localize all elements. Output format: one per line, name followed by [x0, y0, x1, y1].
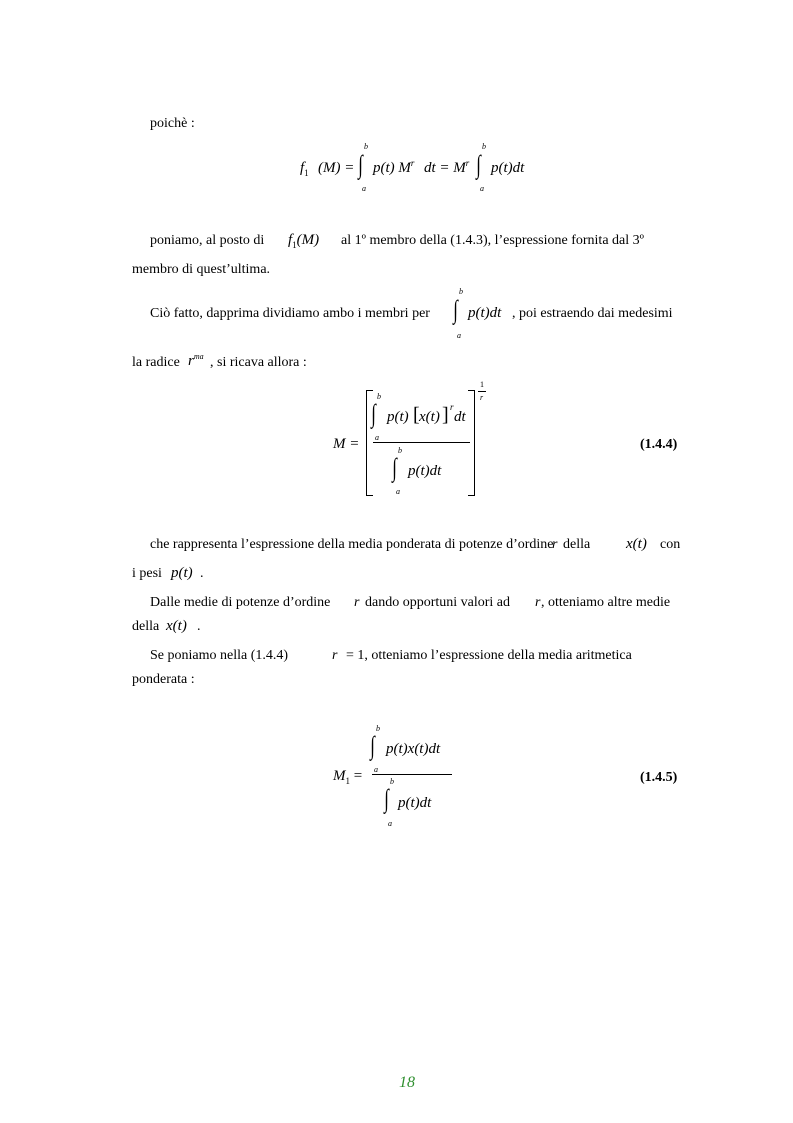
para3-pt: p(t) — [171, 565, 193, 581]
eq3-den: p(t)dt — [398, 795, 432, 811]
para3-line1-c: con — [660, 537, 681, 552]
eq3-lhs: $M_1$ = — [333, 768, 363, 786]
eq1-limit-upper-2: b — [482, 142, 486, 151]
eq2-den-upper: b — [398, 446, 402, 455]
para4-line1-c: , otteniamo altre medie — [541, 595, 671, 610]
eq2-exp-den: r — [480, 393, 484, 402]
eq1-lhs-f: $f_1$ — [300, 160, 309, 178]
integral-sign-icon: ∫ — [370, 731, 375, 760]
right-bracket — [468, 390, 475, 496]
eq2-num-upper: b — [377, 392, 381, 401]
right-square-bracket-icon: ] — [442, 404, 449, 426]
eq2-lhs: M = — [333, 436, 360, 452]
para2-line1-b: , poi estraendo dai medesimi — [512, 306, 673, 321]
para2-integrand: p(t)dt — [468, 305, 502, 321]
para2-limit-lower: a — [457, 331, 461, 340]
page-number: 18 — [399, 1074, 415, 1091]
para3-line1-b: della — [563, 537, 591, 552]
para4-xt: x(t) — [166, 618, 187, 634]
equation-label-1-4-5: (1.4.5) — [640, 770, 678, 785]
eq1-limit-lower-1: a — [362, 184, 366, 193]
para2-limit-upper: b — [459, 287, 463, 296]
para3-line1-a: che rappresenta l’espressione della media ponderata di potenze d’ordine — [150, 537, 554, 552]
equation-label-1-4-4: (1.4.4) — [640, 437, 678, 452]
left-square-bracket-icon: [ — [413, 404, 420, 426]
para1-line1-a: poniamo, al posto di — [150, 233, 265, 248]
eq1-lhs-arg: (M) = — [318, 160, 355, 176]
para4-r2: r — [535, 595, 541, 610]
para3-line2-b: . — [200, 566, 204, 581]
para5-line1-a: Se poniamo nella (1.4.4) — [150, 648, 289, 663]
para4-line2-b: . — [197, 619, 201, 634]
eq3-den-lower: a — [388, 819, 392, 828]
fraction-bar — [373, 442, 470, 443]
integral-sign-icon: ∫ — [384, 784, 389, 813]
para5-line1-b: = 1, otteniamo l’espressione della media aritmetica — [346, 648, 632, 663]
eq2-num-p: p(t) — [387, 409, 409, 425]
eq1-limit-upper-1: b — [364, 142, 368, 151]
para4-r1: r — [354, 595, 360, 610]
integral-sign-icon: ∫ — [358, 150, 363, 179]
eq2-exp-num: 1 — [480, 380, 484, 389]
eq1-dt-eq: dt = $M^r$ — [424, 158, 470, 176]
eq1-integrand-1: p(t) $M^r$ — [373, 158, 415, 176]
eq3-den-upper: b — [390, 777, 394, 786]
para5-line2: ponderata : — [132, 672, 195, 687]
eq2-num-x: x(t) — [419, 409, 440, 425]
integral-sign-icon: ∫ — [453, 295, 458, 324]
eq2-den: p(t)dt — [408, 463, 442, 479]
para1-line2: membro di quest’ultima. — [132, 262, 271, 277]
eq1-limit-lower-2: a — [480, 184, 484, 193]
para5-r: r — [332, 648, 338, 663]
integral-sign-icon: ∫ — [476, 150, 481, 179]
eq2-num-lower: a — [375, 433, 379, 442]
para4-line1-a: Dalle medie di potenze d’ordine — [150, 595, 331, 610]
para3-line2-a: i pesi — [132, 566, 162, 581]
eq2-num-dt: dt — [454, 409, 466, 425]
para2-line2-a: la radice — [132, 355, 180, 370]
eq2-num-sup: r — [450, 402, 454, 412]
eq3-num-upper: b — [376, 724, 380, 733]
integral-sign-icon: ∫ — [392, 453, 397, 482]
para2-root: $r^{ma}$ — [188, 352, 204, 369]
eq3-num-lower: a — [374, 765, 378, 774]
para1-line1-b: al 1º membro della (1.4.3), l’espressione fornita dal 3º — [341, 233, 644, 248]
para1-inline-f: $f_1(M)$ — [288, 232, 320, 250]
fraction-bar — [372, 774, 452, 775]
para4-line1-b: dando opportuni valori ad — [365, 595, 511, 610]
intro-text: poichè : — [150, 116, 195, 131]
para4-line2-a: della — [132, 619, 160, 634]
para3-r: r — [552, 537, 558, 552]
eq3-num: p(t)x(t)dt — [386, 741, 441, 757]
eq1-integrand-2: p(t)dt — [491, 160, 525, 176]
exp-fraction-bar — [478, 391, 486, 392]
para2-line1-a: Ciò fatto, dapprima dividiamo ambo i membri per — [150, 306, 430, 321]
eq2-den-lower: a — [396, 487, 400, 496]
para3-xt: x(t) — [626, 536, 647, 552]
para2-line2-b: , si ricava allora : — [210, 355, 307, 370]
integral-sign-icon: ∫ — [371, 399, 376, 428]
